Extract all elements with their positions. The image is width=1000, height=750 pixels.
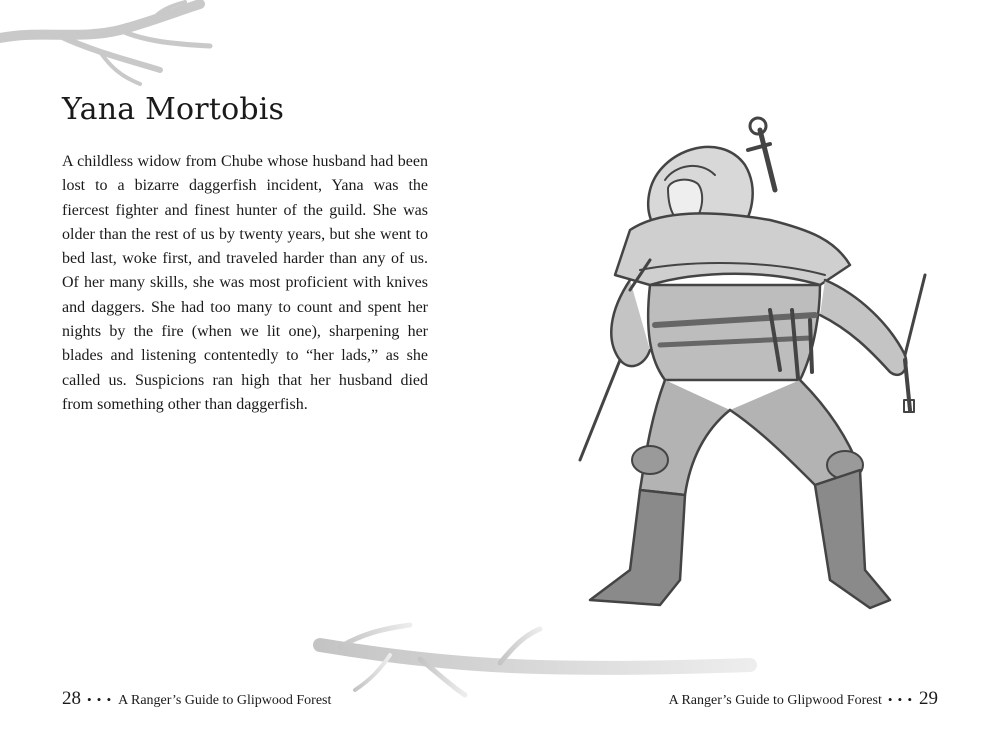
page-number-right: 29: [919, 688, 938, 709]
ranger-illustration: [570, 110, 950, 620]
book-title-left: A Ranger’s Guide to Glipwood Forest: [118, 693, 332, 708]
page-title: Yana Mortobis: [62, 92, 285, 127]
book-title-right: A Ranger’s Guide to Glipwood Forest: [668, 693, 882, 708]
footer-right: [669, 688, 938, 710]
footer-dots-left: • • •: [87, 692, 113, 707]
footer-left: [62, 688, 331, 710]
page-number-left: 28: [62, 688, 81, 709]
footer-dots-right: • • •: [887, 692, 913, 707]
character-description: A childless widow from Chube whose husband had been lost to a bizarre daggerfish incident, Yana was the fiercest fighter and finest hunter of the guild. She was older than the rest of us by twenty years, but she went to bed last, woke first, and traveled harder than any of us. Of her many skills, she was most proficient with knives and daggers. She had too many to count and spent her nights by the fire (when we lit one), sharpening her blades and listening contentedly to “her lads,” as she called us. Suspicions ran high that her husband died from something other than daggerfish.: [62, 153, 428, 413]
branch-decoration-top: [0, 0, 240, 90]
